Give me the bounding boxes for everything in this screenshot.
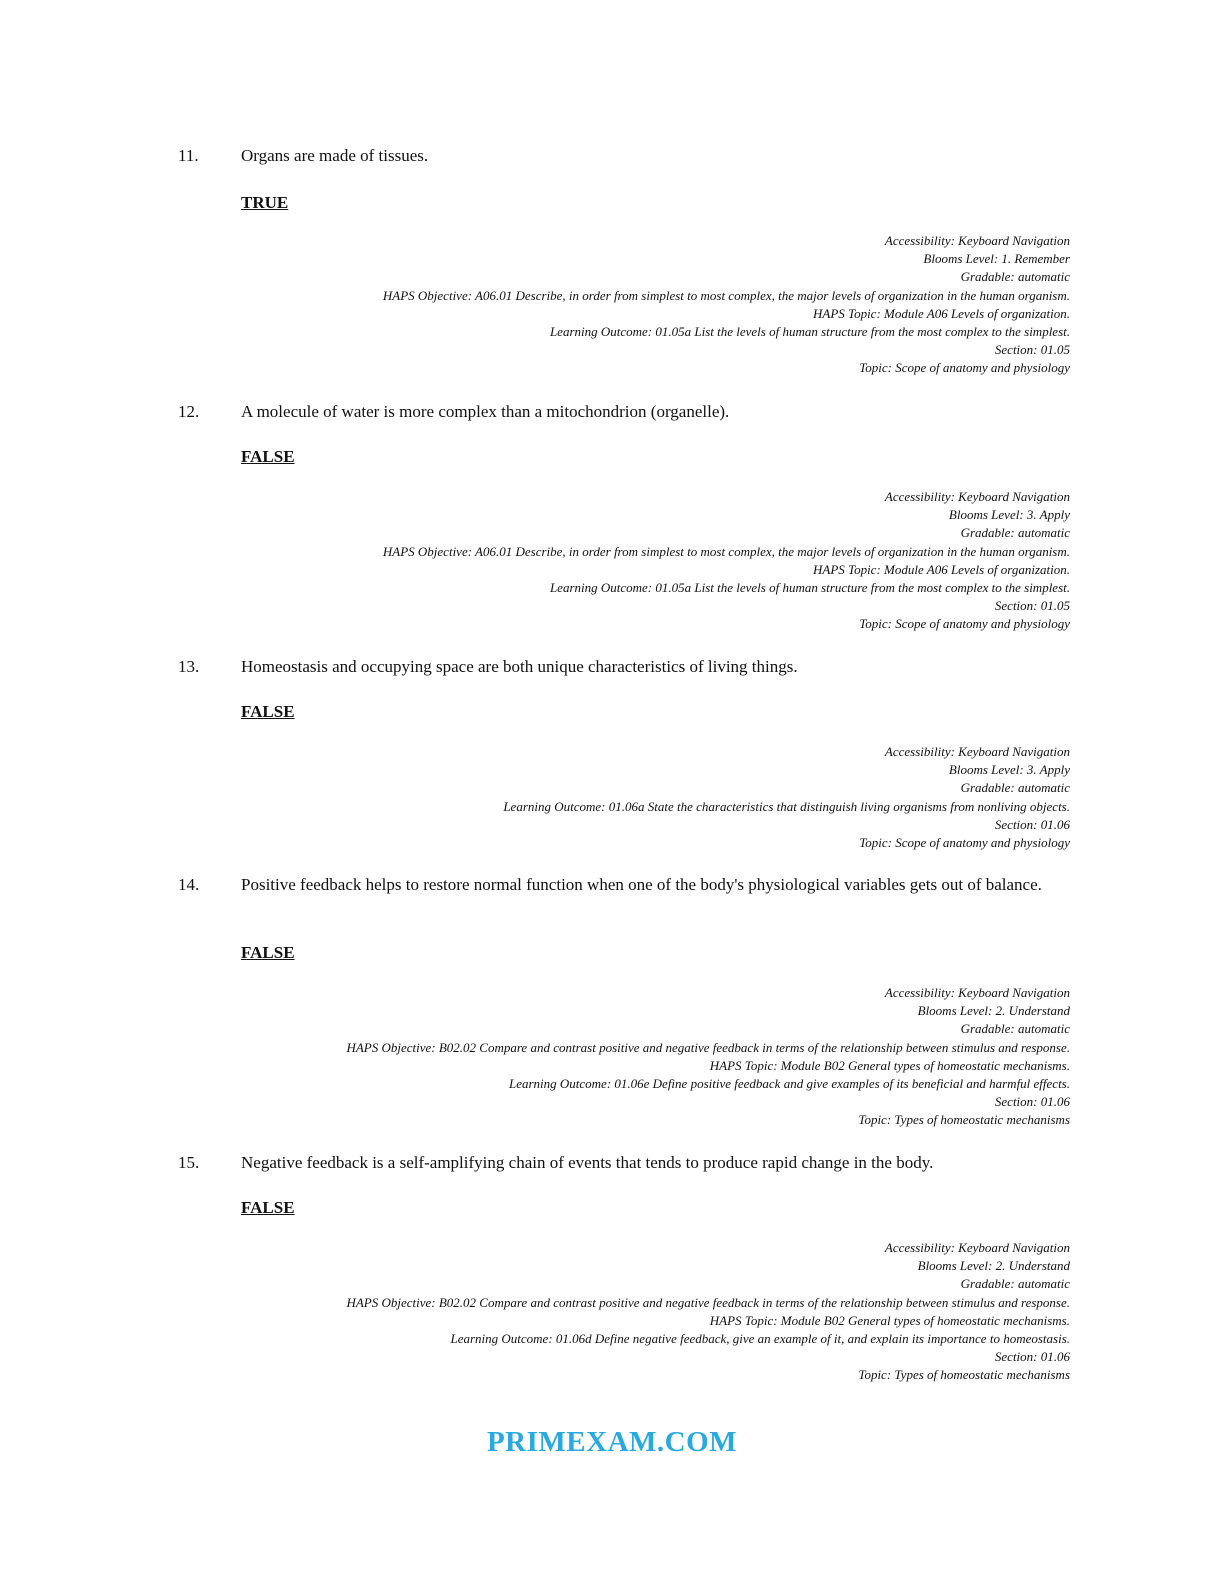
meta-learning-outcome: Learning Outcome: 01.06d Define negative feedback, give an example of it, and explain its importance to homeostasis. — [450, 1331, 1070, 1347]
meta-accessibility: Accessibility: Keyboard Navigation — [884, 985, 1070, 1000]
meta-haps-topic: HAPS Topic: Module B02 General types of homeostatic mechanisms. — [709, 1057, 1070, 1073]
question-number: 12. — [178, 402, 200, 421]
meta-learning-outcome: Learning Outcome: 01.06e Define positive feedback and give examples of its beneficial and harmful effects. — [508, 1076, 1070, 1092]
answer-label: FALSE — [241, 447, 295, 466]
question-text: Positive feedback helps to restore normal function when one of the body's physiological variables gets out of balance. — [241, 875, 1042, 894]
question-text: Homeostasis and occupying space are both unique characteristics of living things. — [241, 657, 798, 676]
question-text: Negative feedback is a self-amplifying chain of events that tends to produce rapid change in the body. — [241, 1153, 934, 1172]
meta-haps-topic: HAPS Topic: Module A06 Levels of organization. — [813, 561, 1070, 577]
meta-gradable: Gradable: automatic — [960, 525, 1070, 541]
meta-gradable: Gradable: automatic — [960, 780, 1070, 796]
meta-blooms-level: Blooms Level: 1. Remember — [923, 251, 1070, 267]
meta-haps-objective: HAPS Objective: A06.01 Describe, in order from simplest to most complex, the major levels of organization in the human organism. — [382, 543, 1070, 559]
meta-section: Section: 01.05 — [994, 598, 1070, 614]
answer-label: TRUE — [241, 193, 289, 212]
question-text: A molecule of water is more complex than a mitochondrion (organelle). — [241, 402, 730, 421]
meta-topic: Topic: Types of homeostatic mechanisms — [858, 1367, 1070, 1383]
footer-brand: PRIMEXAM.COM — [486, 1426, 738, 1458]
meta-section: Section: 01.06 — [994, 1349, 1070, 1365]
meta-learning-outcome: Learning Outcome: 01.05a List the levels of human structure from the most complex to the simplest. — [549, 324, 1070, 340]
meta-accessibility: Accessibility: Keyboard Navigation — [884, 233, 1070, 248]
meta-haps-topic: HAPS Topic: Module A06 Levels of organization. — [813, 305, 1070, 321]
question-metadata — [346, 1239, 1070, 1385]
meta-blooms-level: Blooms Level: 3. Apply — [948, 507, 1070, 523]
meta-accessibility: Accessibility: Keyboard Navigation — [884, 1240, 1070, 1255]
meta-topic: Topic: Scope of anatomy and physiology — [859, 835, 1070, 851]
meta-gradable: Gradable: automatic — [960, 1021, 1070, 1037]
meta-haps-objective: HAPS Objective: A06.01 Describe, in order from simplest to most complex, the major levels of organization in the human organism. — [382, 287, 1070, 303]
meta-topic: Topic: Scope of anatomy and physiology — [859, 360, 1070, 376]
question-number: 14. — [178, 875, 200, 894]
meta-blooms-level: Blooms Level: 3. Apply — [948, 762, 1070, 778]
meta-haps-topic: HAPS Topic: Module B02 General types of homeostatic mechanisms. — [709, 1312, 1070, 1328]
meta-blooms-level: Blooms Level: 2. Understand — [917, 1003, 1070, 1019]
meta-section: Section: 01.06 — [994, 1094, 1070, 1110]
meta-gradable: Gradable: automatic — [960, 269, 1070, 285]
meta-accessibility: Accessibility: Keyboard Navigation — [884, 744, 1070, 759]
meta-haps-objective: HAPS Objective: B02.02 Compare and contrast positive and negative feedback in terms of the relationship between stimulus and response. — [346, 1294, 1070, 1310]
question-metadata — [346, 984, 1070, 1130]
question-number: 15. — [178, 1153, 200, 1172]
question-number: 13. — [178, 657, 200, 676]
answer-label: FALSE — [241, 943, 295, 962]
meta-blooms-level: Blooms Level: 2. Understand — [917, 1258, 1070, 1274]
meta-topic: Topic: Types of homeostatic mechanisms — [858, 1112, 1070, 1128]
question-metadata — [503, 743, 1070, 852]
meta-section: Section: 01.06 — [994, 816, 1070, 832]
question-metadata — [383, 232, 1070, 378]
meta-learning-outcome: Learning Outcome: 01.06a State the characteristics that distinguish living organisms from nonliving objects. — [503, 798, 1070, 814]
meta-haps-objective: HAPS Objective: B02.02 Compare and contrast positive and negative feedback in terms of the relationship between stimulus and response. — [346, 1039, 1070, 1055]
answer-label: FALSE — [241, 702, 295, 721]
answer-label: FALSE — [241, 1198, 295, 1217]
question-number: 11. — [178, 146, 199, 165]
question-text: Organs are made of tissues. — [241, 146, 429, 165]
meta-section: Section: 01.05 — [994, 342, 1070, 358]
question-metadata — [383, 488, 1070, 634]
meta-gradable: Gradable: automatic — [960, 1276, 1070, 1292]
meta-topic: Topic: Scope of anatomy and physiology — [859, 616, 1070, 632]
meta-accessibility: Accessibility: Keyboard Navigation — [884, 489, 1070, 504]
meta-learning-outcome: Learning Outcome: 01.05a List the levels of human structure from the most complex to the simplest. — [549, 580, 1070, 596]
